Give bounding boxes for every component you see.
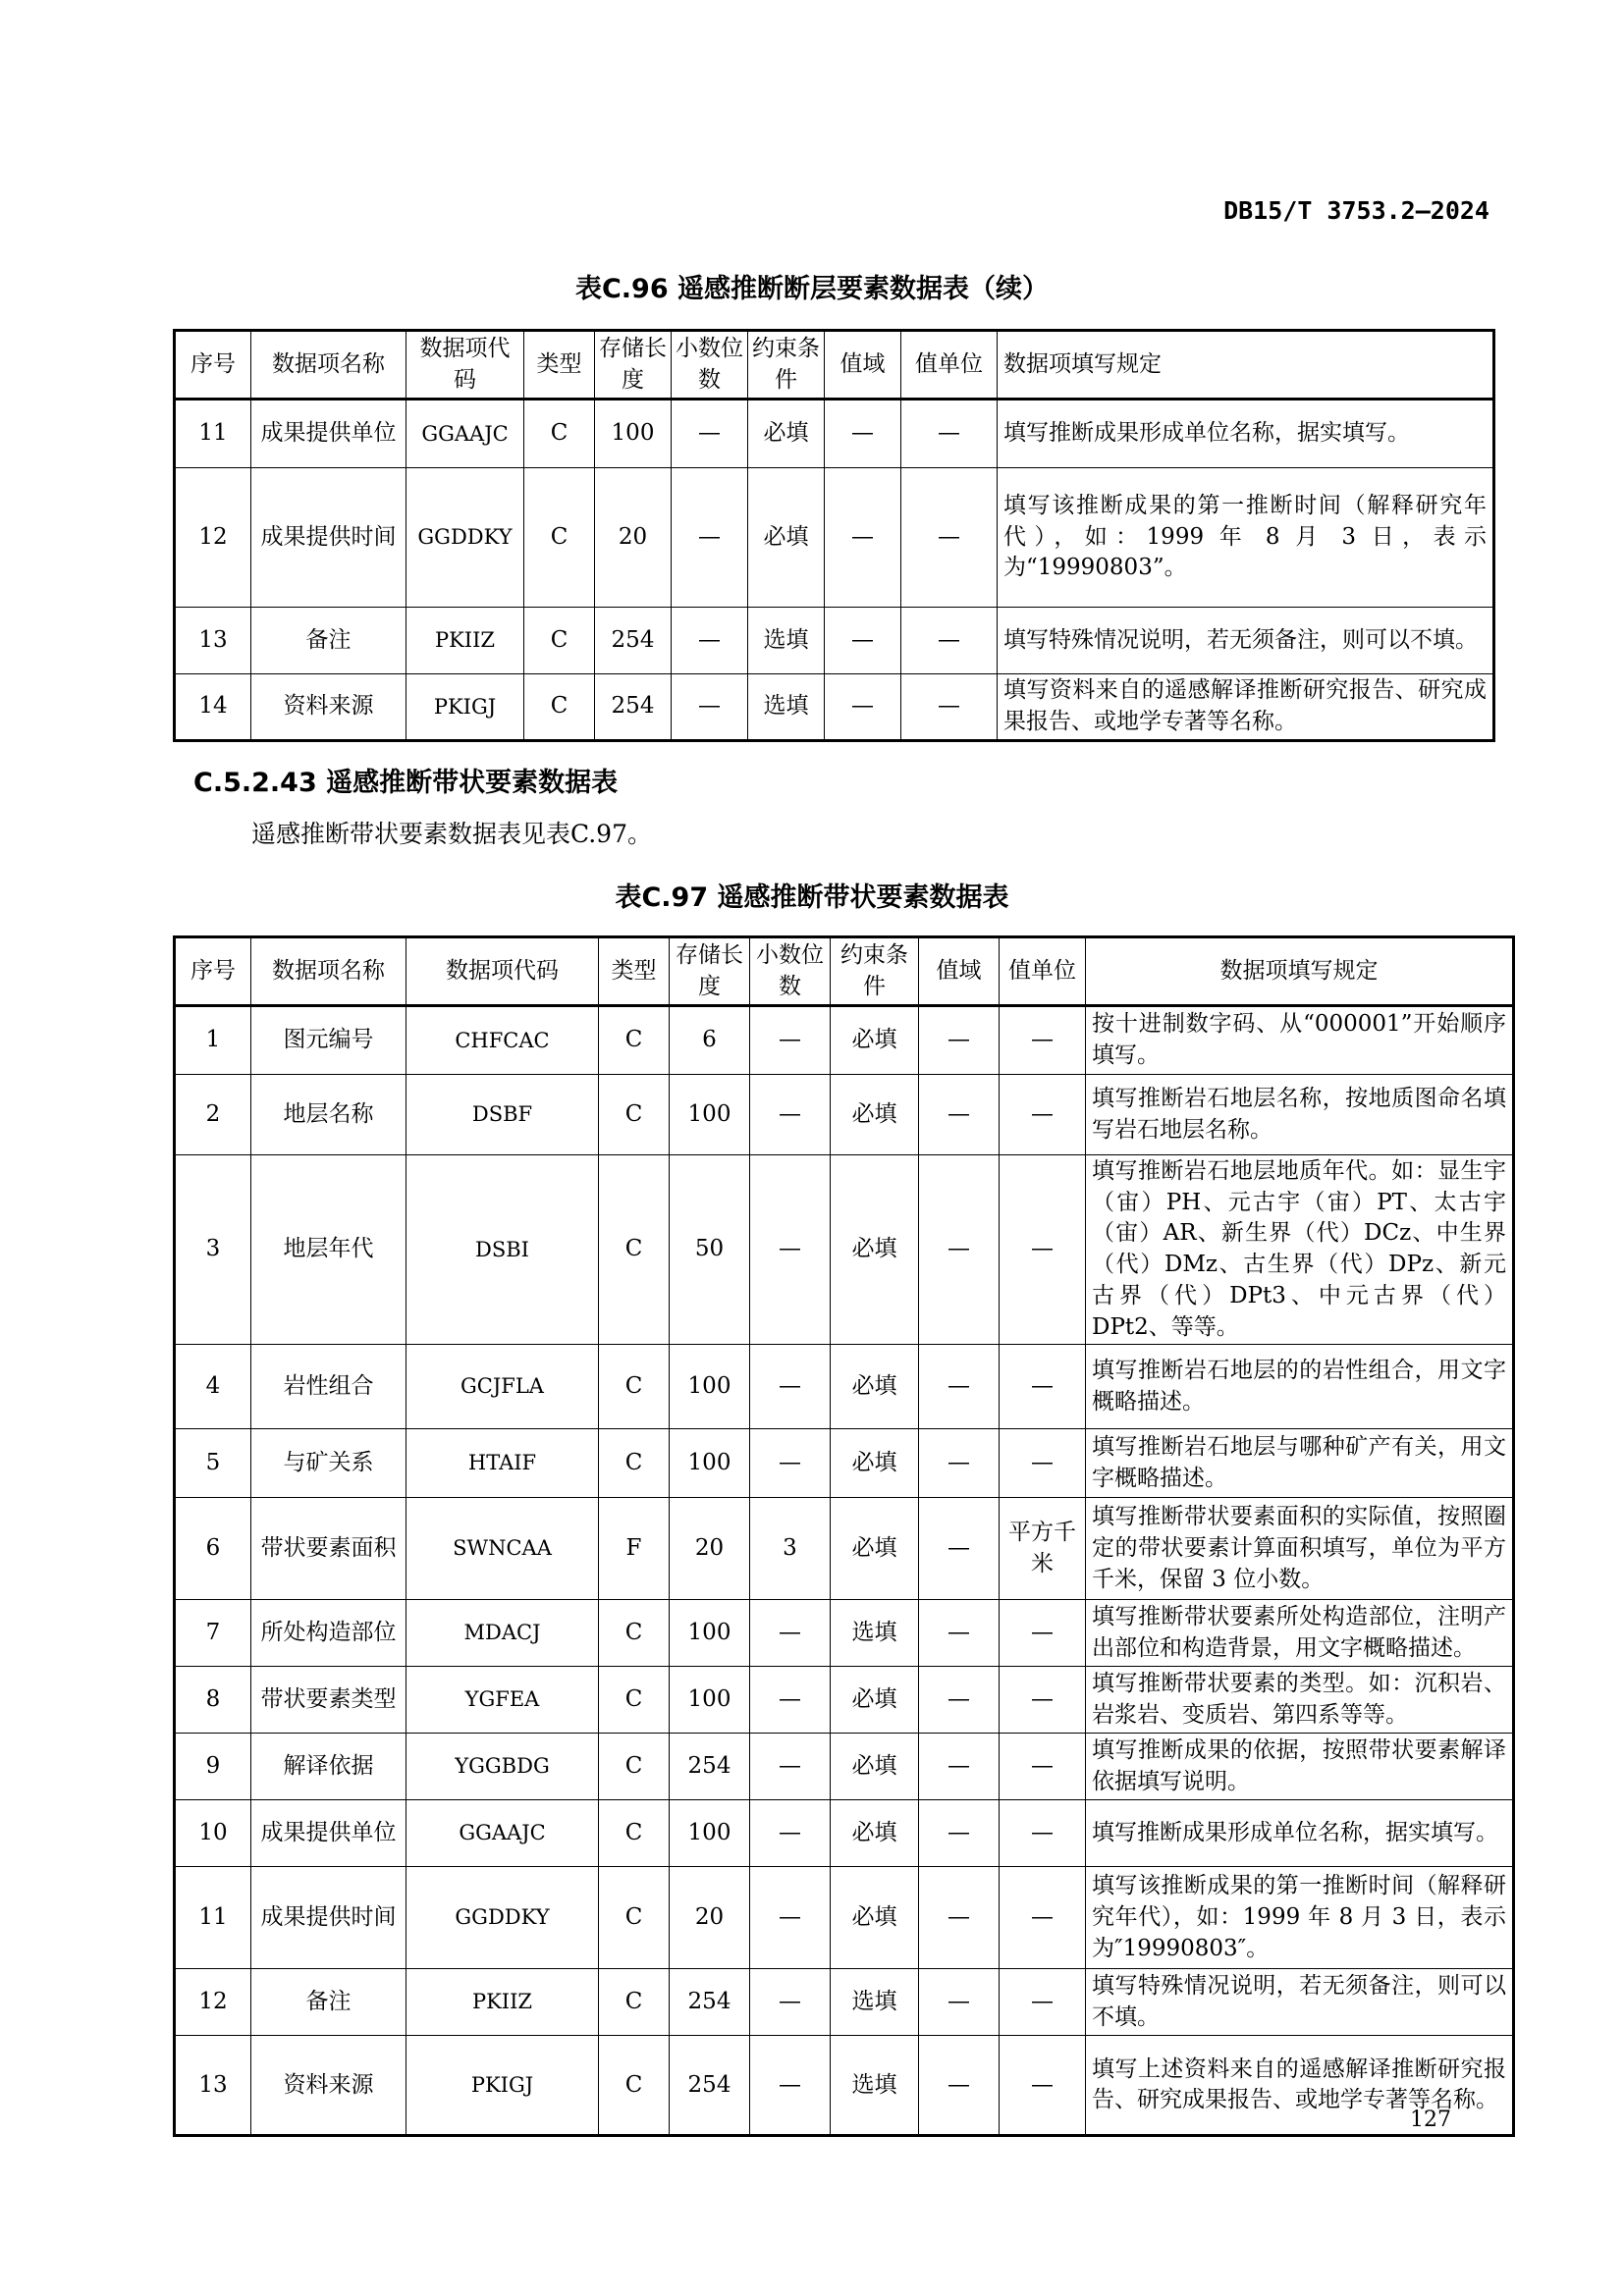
cell-storage-length: 20 [670,1498,750,1600]
column-header-item-name: 数据项名称 [251,331,406,400]
cell-fill-rule: 填写特殊情况说明，若无须备注，则可以不填。 [998,608,1494,674]
cell-constraint: 必填 [831,1800,919,1867]
cell-item-code: MDACJ [406,1600,599,1667]
column-header-seq: 序号 [175,331,251,400]
cell-type: C [524,674,595,741]
cell-domain: — [919,1867,1000,1969]
cell-storage-length: 100 [670,1429,750,1498]
cell-fill-rule: 填写推断带状要素的类型。如：沉积岩、岩浆岩、变质岩、第四系等等。 [1086,1667,1514,1734]
cell-decimals: — [672,608,748,674]
cell-type: C [524,608,595,674]
cell-storage-length: 254 [670,1734,750,1800]
cell-storage-length: 100 [670,1075,750,1155]
cell-storage-length: 6 [670,1006,750,1075]
table-row [175,468,1494,608]
cell-decimals: — [750,1800,831,1867]
cell-seq: 12 [175,468,251,608]
cell-storage-length: 100 [670,1800,750,1867]
cell-constraint: 选填 [831,1969,919,2036]
cell-item-name: 备注 [251,608,406,674]
table-row [175,608,1494,674]
cell-constraint: 必填 [831,1667,919,1734]
cell-fill-rule: 填写上述资料来自的遥感解译推断研究报告、研究成果报告、或地学专著等名称。 [1086,2036,1514,2136]
cell-type: C [599,1600,670,1667]
cell-decimals: — [750,1429,831,1498]
cell-item-code: PKIGJ [406,674,524,741]
cell-fill-rule: 填写推断成果的依据，按照带状要素解译依据填写说明。 [1086,1734,1514,1800]
column-header-storage-length: 存储长度 [670,937,750,1006]
column-header-domain: 值域 [825,331,901,400]
cell-constraint: 必填 [748,468,825,608]
cell-constraint: 选填 [831,2036,919,2136]
cell-domain: — [825,468,901,608]
cell-item-name: 解译依据 [251,1734,406,1800]
cell-fill-rule: 填写该推断成果的第一推断时间（解释研究年代），如：1999 年 8 月 3 日，表示为″19990803″。 [1086,1867,1514,1969]
column-header-constraint: 约束条件 [748,331,825,400]
cell-unit: — [1000,1006,1086,1075]
cell-constraint: 必填 [831,1075,919,1155]
table-row [175,1867,1514,1969]
cell-item-name: 与矿关系 [251,1429,406,1498]
cell-item-name: 成果提供时间 [251,468,406,608]
cell-unit: — [1000,1155,1086,1345]
table-row [175,1600,1514,1667]
table-row [175,1006,1514,1075]
cell-fill-rule: 填写推断岩石地层与哪种矿产有关，用文字概略描述。 [1086,1429,1514,1498]
cell-unit: — [1000,1600,1086,1667]
column-header-item-name: 数据项名称 [251,937,406,1006]
cell-fill-rule: 填写特殊情况说明，若无须备注，则可以不填。 [1086,1969,1514,2036]
cell-seq: 10 [175,1800,251,1867]
cell-decimals: 3 [750,1498,831,1600]
cell-storage-length: 50 [670,1155,750,1345]
cell-item-name: 带状要素面积 [251,1498,406,1600]
cell-item-name: 所处构造部位 [251,1600,406,1667]
cell-item-code: PKIGJ [406,2036,599,2136]
cell-decimals: — [750,1667,831,1734]
cell-seq: 14 [175,674,251,741]
cell-decimals: — [750,1006,831,1075]
cell-item-code: PKIIZ [406,1969,599,2036]
cell-storage-length: 20 [670,1867,750,1969]
cell-unit: — [1000,1075,1086,1155]
cell-item-code: GGAAJC [406,400,524,468]
cell-unit: — [1000,1734,1086,1800]
cell-item-code: DSBF [406,1075,599,1155]
cell-seq: 13 [175,608,251,674]
cell-seq: 12 [175,1969,251,2036]
cell-decimals: — [672,674,748,741]
table-header-row [175,937,1514,1006]
table-c97-caption: 表C.97 遥感推断带状要素数据表 [615,882,1009,913]
table-header-row [175,331,1494,400]
cell-storage-length: 100 [595,400,672,468]
cell-item-name: 带状要素类型 [251,1667,406,1734]
cell-unit: — [901,468,998,608]
cell-constraint: 选填 [748,674,825,741]
cell-decimals: — [750,2036,831,2136]
cell-unit: — [901,608,998,674]
cell-domain: — [919,1006,1000,1075]
cell-fill-rule: 填写资料来自的遥感解译推断研究报告、研究成果报告、或地学专著等名称。 [998,674,1494,741]
cell-unit: — [1000,1800,1086,1867]
cell-domain: — [825,608,901,674]
cell-domain: — [919,1155,1000,1345]
column-header-unit: 值单位 [1000,937,1086,1006]
cell-item-name: 成果提供单位 [251,1800,406,1867]
column-header-seq: 序号 [175,937,251,1006]
table-row [175,1155,1514,1345]
cell-type: C [599,1667,670,1734]
cell-unit: — [901,674,998,741]
cell-domain: — [919,1498,1000,1600]
cell-constraint: 必填 [831,1734,919,1800]
cell-constraint: 必填 [831,1155,919,1345]
cell-unit: — [1000,1429,1086,1498]
cell-decimals: — [672,468,748,608]
cell-seq: 6 [175,1498,251,1600]
cell-storage-length: 20 [595,468,672,608]
cell-unit: — [1000,1867,1086,1969]
cell-fill-rule: 按十进制数字码、从“000001”开始顺序填写。 [1086,1006,1514,1075]
table-row [175,400,1494,468]
cell-constraint: 必填 [831,1498,919,1600]
cell-item-code: CHFCAC [406,1006,599,1075]
cell-domain: — [825,400,901,468]
cell-constraint: 必填 [831,1429,919,1498]
cell-domain: — [919,1075,1000,1155]
cell-item-name: 资料来源 [251,2036,406,2136]
column-header-item-code: 数据项代码 [406,937,599,1006]
column-header-unit: 值单位 [901,331,998,400]
cell-unit: — [1000,1667,1086,1734]
cell-unit: — [1000,1345,1086,1429]
cell-constraint: 选填 [831,1600,919,1667]
cell-seq: 3 [175,1155,251,1345]
column-header-decimals: 小数位数 [750,937,831,1006]
cell-unit: — [901,400,998,468]
cell-storage-length: 100 [670,1667,750,1734]
cell-domain: — [919,1969,1000,2036]
cell-type: C [599,1155,670,1345]
cell-type: C [599,1867,670,1969]
table-c96-caption: 表C.96 遥感推断断层要素数据表（续） [574,274,1050,304]
cell-seq: 8 [175,1667,251,1734]
cell-item-code: DSBI [406,1155,599,1345]
cell-item-code: GCJFLA [406,1345,599,1429]
cell-decimals: — [750,1734,831,1800]
table-row [175,1075,1514,1155]
cell-item-name: 地层年代 [251,1155,406,1345]
cell-constraint: 必填 [831,1006,919,1075]
cell-type: F [599,1498,670,1600]
cell-type: C [599,1800,670,1867]
column-header-fill-rule: 数据项填写规定 [998,331,1494,400]
cell-constraint: 必填 [831,1345,919,1429]
cell-item-name: 资料来源 [251,674,406,741]
cell-type: C [599,1969,670,2036]
table-row [175,1800,1514,1867]
cell-item-code: GGDDKY [406,468,524,608]
cell-domain: — [825,674,901,741]
cell-seq: 2 [175,1075,251,1155]
section-paragraph: 遥感推断带状要素数据表见表C.97。 [251,820,652,848]
cell-item-code: SWNCAA [406,1498,599,1600]
cell-constraint: 必填 [831,1867,919,1969]
cell-storage-length: 254 [595,674,672,741]
column-header-domain: 值域 [919,937,1000,1006]
cell-item-name: 备注 [251,1969,406,2036]
cell-seq: 7 [175,1600,251,1667]
column-header-decimals: 小数位数 [672,331,748,400]
document-id: DB15/T 3753.2—2024 [1223,196,1489,225]
cell-type: C [599,1345,670,1429]
cell-seq: 5 [175,1429,251,1498]
table-c96 [173,329,1495,742]
cell-fill-rule: 填写推断成果形成单位名称，据实填写。 [1086,1800,1514,1867]
cell-decimals: — [750,1345,831,1429]
column-header-item-code: 数据项代码 [406,331,524,400]
cell-type: C [599,1075,670,1155]
table-row [175,1734,1514,1800]
cell-item-name: 地层名称 [251,1075,406,1155]
cell-storage-length: 100 [670,1600,750,1667]
cell-decimals: — [750,1155,831,1345]
column-header-type: 类型 [599,937,670,1006]
table-row [175,1429,1514,1498]
table-row [175,674,1494,741]
cell-fill-rule: 填写推断岩石地层名称，按地质图命名填写岩石地层名称。 [1086,1075,1514,1155]
column-header-fill-rule: 数据项填写规定 [1086,937,1514,1006]
cell-domain: — [919,1734,1000,1800]
cell-seq: 11 [175,1867,251,1969]
table-row [175,1667,1514,1734]
table-c97 [173,935,1515,2137]
cell-decimals: — [750,1075,831,1155]
cell-seq: 1 [175,1006,251,1075]
cell-domain: — [919,1667,1000,1734]
cell-constraint: 必填 [748,400,825,468]
cell-fill-rule: 填写推断岩石地层地质年代。如：显生宇（宙）PH、元古宇（宙）PT、太古宇（宙）AR、新生界（代）DCz、中生界（代）DMz、古生界（代）DPz、新元古界（代）DPt3、中元古界（代）DPt2、等等。 [1086,1155,1514,1345]
cell-decimals: — [750,1867,831,1969]
table-row [175,2036,1514,2136]
cell-storage-length: 254 [670,2036,750,2136]
cell-constraint: 选填 [748,608,825,674]
column-header-constraint: 约束条件 [831,937,919,1006]
cell-fill-rule: 填写推断岩石地层的的岩性组合，用文字概略描述。 [1086,1345,1514,1429]
cell-seq: 13 [175,2036,251,2136]
cell-fill-rule: 填写推断成果形成单位名称，据实填写。 [998,400,1494,468]
cell-type: C [599,1006,670,1075]
cell-fill-rule: 填写推断带状要素所处构造部位，注明产出部位和构造背景，用文字概略描述。 [1086,1600,1514,1667]
cell-domain: — [919,1600,1000,1667]
cell-item-name: 成果提供时间 [251,1867,406,1969]
cell-unit: — [1000,2036,1086,2136]
cell-decimals: — [672,400,748,468]
table-row [175,1345,1514,1429]
cell-item-name: 岩性组合 [251,1345,406,1429]
cell-item-code: HTAIF [406,1429,599,1498]
cell-type: C [599,2036,670,2136]
cell-domain: — [919,2036,1000,2136]
table-row [175,1498,1514,1600]
cell-decimals: — [750,1600,831,1667]
section-heading: C.5.2.43 遥感推断带状要素数据表 [193,768,619,798]
cell-item-code: PKIIZ [406,608,524,674]
cell-item-code: YGGBDG [406,1734,599,1800]
cell-type: C [599,1734,670,1800]
cell-storage-length: 254 [670,1969,750,2036]
cell-item-code: GGDDKY [406,1867,599,1969]
column-header-type: 类型 [524,331,595,400]
cell-item-code: GGAAJC [406,1800,599,1867]
cell-seq: 4 [175,1345,251,1429]
cell-item-name: 成果提供单位 [251,400,406,468]
cell-type: C [524,400,595,468]
cell-domain: — [919,1429,1000,1498]
page-number: 127 [1410,2108,1451,2132]
cell-storage-length: 254 [595,608,672,674]
cell-seq: 9 [175,1734,251,1800]
cell-storage-length: 100 [670,1345,750,1429]
cell-unit: 平方千米 [1000,1498,1086,1600]
column-header-storage-length: 存储长度 [595,331,672,400]
cell-unit: — [1000,1969,1086,2036]
cell-item-code: YGFEA [406,1667,599,1734]
cell-fill-rule: 填写推断带状要素面积的实际值，按照圈定的带状要素计算面积填写，单位为平方千米，保留 3 位小数。 [1086,1498,1514,1600]
cell-decimals: — [750,1969,831,2036]
cell-type: C [524,468,595,608]
cell-type: C [599,1429,670,1498]
table-row [175,1969,1514,2036]
cell-item-name: 图元编号 [251,1006,406,1075]
cell-seq: 11 [175,400,251,468]
cell-fill-rule: 填写该推断成果的第一推断时间（解释研究年代），如：1999 年 8 月 3 日，表示为“19990803”。 [998,468,1494,608]
cell-domain: — [919,1800,1000,1867]
cell-domain: — [919,1345,1000,1429]
